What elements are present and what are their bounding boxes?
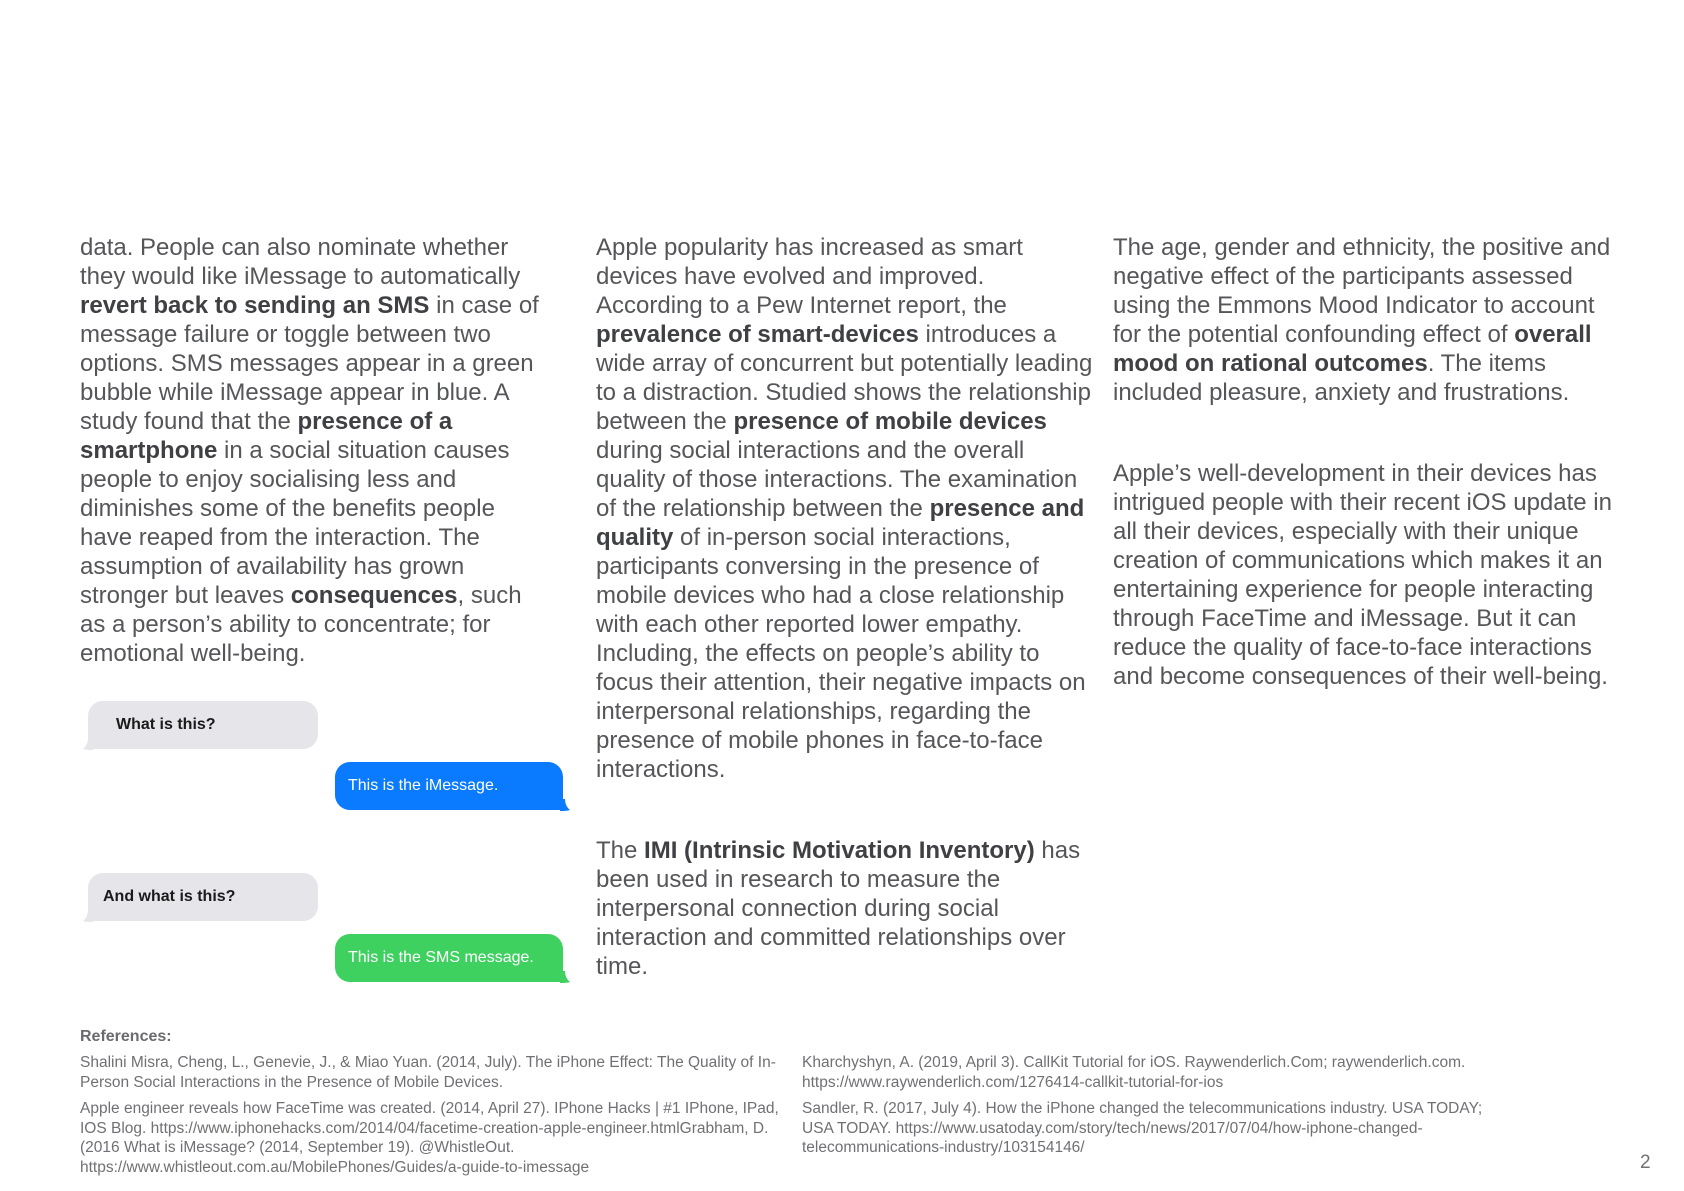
text-run: Apple’s well-development in their devices has intrigued people with their recent iOS update in all their devices, especially with their unique creation of communications which makes it an entertaining experience for people interacting through FaceTime and iMessage. But it can reduce the quality of face-to-face interactions and become consequences of their well-being. <box>1113 460 1612 690</box>
column3-paragraph-1 <box>1113 233 1613 407</box>
text-run: has been used in research to measure the interpersonal connection during social interaction and committed relationships over time. <box>596 837 1081 980</box>
column1-paragraph <box>80 233 550 668</box>
chat-bubble-text: This is the iMessage. <box>348 777 499 794</box>
emphasized-text: consequences <box>290 582 458 609</box>
reference-item: Shalini Misra, Cheng, L., Genevie, J., & Miao Yuan. (2014, July). The iPhone Effect: The Quality of In-Person Social Interactions in the Presence of Mobile Devices. <box>80 1054 776 1091</box>
chat-bubble-answer-imessage <box>335 762 563 810</box>
text-column-1 <box>80 233 550 668</box>
text-run: in a social situation causes people to enjoy socialising less and diminishes some of the benefits people have reaped from the interaction. The assumption of availability has grown stronger but leaves <box>80 437 510 609</box>
bubble-tail-icon <box>83 738 93 750</box>
bubble-tail-icon <box>83 910 93 922</box>
paragraph-gap <box>596 784 1096 836</box>
text-run: The age, gender and ethnicity, the positive and negative effect of the participants assessed using the Emmons Mood Indicator to account for the potential confounding effect of <box>1113 234 1611 348</box>
emphasized-text: IMI (Intrinsic Motivation Inventory) <box>644 837 1035 864</box>
column2-paragraph-1 <box>596 233 1096 784</box>
emphasized-text: presence and quality <box>596 495 1085 551</box>
text-column-2 <box>596 233 1096 981</box>
paragraph-gap <box>1113 407 1613 459</box>
text-run: during social interactions and the overall quality of those interactions. The examination of the relationship between the <box>596 437 1078 522</box>
text-run: of in-person social interactions, participants conversing in the presence of mobile devices who had a close relationship with each other reported lower empathy. Including, the effects on people’s ability to focus their attention, their negative impacts on interpersonal relationships, regarding the presence of mobile phones in face-to-face interactions. <box>596 524 1086 783</box>
chat-bubble-text: This is the SMS message. <box>348 949 534 966</box>
page-number: 2 <box>1640 1152 1651 1173</box>
reference-item: Apple engineer reveals how FaceTime was created. (2014, April 27). IPhone Hacks | #1 IPhone, IPad, IOS Blog. https://www.iphonehacks.com/2014/04/facetime-creation-apple-engineer.htmlGrabham, D.(2016 What is iMessage? (2014, September 19). @WhistleOut. https://www.whistleout.com.au/MobilePhones/Guides/a-guide-to-imessage <box>80 1100 779 1176</box>
emphasized-text: presence of mobile devices <box>733 408 1047 435</box>
chat-bubble-answer-sms <box>335 934 563 982</box>
text-run: The <box>596 837 645 864</box>
emphasized-text: revert back to sending an SMS <box>80 292 430 319</box>
chat-bubble-question-1 <box>88 701 318 749</box>
references-right-column <box>802 1053 1502 1165</box>
text-run: . The items included pleasure, anxiety and frustrations. <box>1113 350 1570 406</box>
references-heading: References: <box>80 1028 172 1045</box>
bubble-tail-icon <box>560 799 570 811</box>
reference-item: Kharchyshyn, A. (2019, April 3). CallKit Tutorial for iOS. Raywenderlich.Com; raywenderlich.com. https://www.raywenderlich.com/1276414-callkit-tutorial-for-ios <box>802 1054 1466 1091</box>
emphasized-text: prevalence of smart-devices <box>596 321 919 348</box>
reference-item: Sandler, R. (2017, July 4). How the iPhone changed the telecommunications industry. USA TODAY; USA TODAY. https://www.usatoday.com/story/tech/news/2017/07/04/how-iphone-changed-telecommunications-industry/103154146/ <box>802 1100 1483 1156</box>
emphasized-text: presence of a smartphone <box>80 408 453 464</box>
column3-paragraph-2 <box>1113 459 1613 691</box>
bubble-tail-icon <box>560 971 570 983</box>
text-run: in case of message failure or toggle between two options. SMS messages appear in a green bubble while iMessage appear in blue. A study found that the <box>80 292 539 435</box>
text-run: , such as a person’s ability to concentrate; for emotional well-being. <box>80 582 522 667</box>
text-run: Apple popularity has increased as smart devices have evolved and improved. According to a Pew Internet report, the <box>596 234 1023 319</box>
references-left-column <box>80 1053 780 1184</box>
text-run: introduces a wide array of concurrent but potentially leading to a distraction. Studied shows the relationship between the <box>596 321 1093 435</box>
emphasized-text: overall mood on rational outcomes <box>1113 321 1592 377</box>
text-column-3 <box>1113 233 1613 691</box>
text-run: data. People can also nominate whether they would like iMessage to automatically <box>80 234 521 290</box>
chat-bubble-question-2 <box>88 873 318 921</box>
chat-bubble-text: What is this? <box>116 716 216 733</box>
chat-bubble-text: And what is this? <box>103 888 236 905</box>
column2-paragraph-2 <box>596 836 1096 981</box>
